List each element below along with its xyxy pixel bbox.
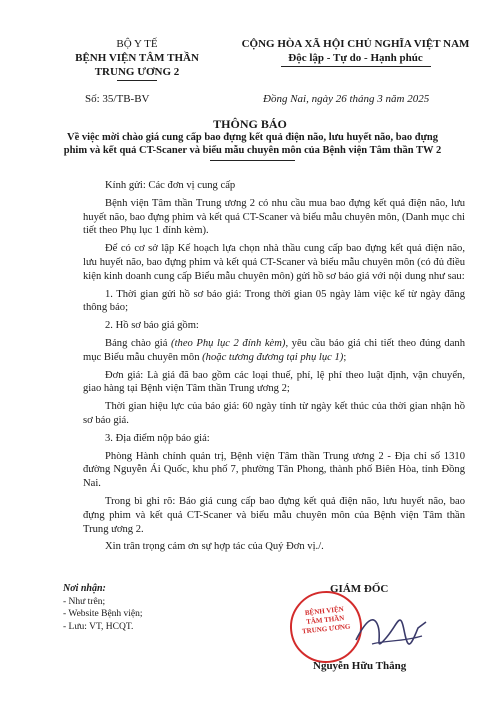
section-2-validity: Thời gian hiệu lực của báo giá: 60 ngày tính từ ngày kết thúc của thời gian nhận hồ sơ báo giá. (83, 401, 465, 426)
seal-text-line2: TÂM THẦN (305, 614, 345, 627)
section-2-unit-price: Đơn giá: Là giá đã bao gồm các loại thuế, phí, lệ phí theo luật định, vận chuyển, giao hàng tại Bệnh viện Tâm thần Trung ương 2; (83, 369, 465, 395)
place-date: Đồng Nai, ngày 26 tháng 3 năm 2025 (263, 93, 430, 105)
quote-table-text-mid: , yêu cầu báo giá chi tiết theo đúng danh mục Biểu mẫu chuyên môn (83, 337, 466, 363)
hospital-name-line2: TRUNG ƯƠNG 2 (94, 66, 180, 78)
national-motto: Độc lập - Tự do - Hạnh phúc (288, 52, 423, 64)
closing-thanks: Xin trân trọng cảm ơn sự hợp tác của Quý Đơn vị./. (105, 541, 324, 553)
document-title: THÔNG BÁO (213, 117, 287, 131)
section-3-address: Phòng Hành chính quản trị, Bệnh viện Tâm thần Trung ương 2 - Địa chỉ số 1310 đường Nguyễn Ái Quốc, khu phố 7, phường Tân Phong, thành phố Biên Hòa, tỉnh Đồng Nai. (83, 450, 465, 490)
header-left-underline (117, 80, 157, 81)
paragraph-intro: Bệnh viện Tâm thần Trung ương 2 có nhu cầu mua bao đựng kết quả điện não, lưu huyết não, bao đựng phim và kết quả CT-Scaner và biểu mẫu chuyên môn, (Danh mục chi tiết theo Phụ lục 1 đính kèm). (83, 197, 465, 237)
header-right-underline (281, 66, 431, 67)
hospital-name-line1: BỆNH VIỆN TÂM THẦN (75, 52, 199, 64)
section-3-heading: 3. Địa điểm nộp báo giá: (105, 432, 210, 444)
quote-table-end: ; (343, 351, 347, 363)
quote-table-appendix-1: (hoặc tương đương tại phụ lục 1) (202, 351, 344, 363)
section-2-quote-table (83, 337, 465, 365)
subject-underline (210, 160, 295, 161)
document-subject: Về việc mời chào giá cung cấp bao đựng kết quả điện não, lưu huyết não, bao đựng phim và kết quả CT-Scaner và biểu mẫu chuyên môn của Bệnh viện Tâm thần TW 2 (63, 132, 442, 156)
recipients-block (63, 583, 143, 633)
document-body (83, 179, 465, 558)
recipient-item: - Lưu: VT, HCQT. (63, 621, 143, 634)
document-number: Số: 35/TB-BV (85, 93, 150, 105)
quote-table-appendix-2: (theo Phụ lục 2 đính kèm) (171, 337, 286, 349)
ministry-name: BỘ Y TẾ (116, 38, 158, 50)
greeting: Kính gửi: Các đơn vị cung cấp (105, 180, 236, 191)
issuer-header (72, 37, 202, 81)
seal-text-line1: BỆNH VIỆN (304, 605, 345, 618)
signer-title: GIÁM ĐỐC (330, 583, 389, 595)
signer-name: Nguyễn Hữu Thắng (313, 660, 407, 672)
nation-name: CỘNG HÒA XÃ HỘI CHỦ NGHĨA VIỆT NAM (241, 38, 470, 50)
section-3-envelope-note: Trong bì ghi rõ: Báo giá cung cấp bao đựng kết quả điện não, lưu huyết não, bao đựng phim và kết quả CT-Scaner và biểu mẫu chuyên môn của Bệnh viện Tâm thần Trung ương 2. (83, 495, 465, 535)
paragraph-purpose: Để có cơ sở lập Kế hoạch lựa chọn nhà thầu cung cấp bao đựng kết quả điện não, lưu huyết não, bao đựng phim và kết quả CT-Scaner và biểu mẫu chuyên môn (có đủ điều kiện kinh doanh cung cấp Biểu mẫu chuyên môn) gửi hồ sơ báo giá với nội dung như sau: (83, 243, 465, 282)
handwritten-signature (352, 600, 432, 660)
quote-table-text: Bảng chào giá (105, 337, 172, 349)
recipients-heading: Nơi nhận: (63, 583, 106, 594)
recipient-item: - Như trên; (63, 596, 143, 609)
section-1-deadline: 1. Thời gian gửi hồ sơ báo giá: Trong thời gian 05 ngày làm việc kể từ ngày đăng thông báo; (83, 288, 465, 314)
recipient-item: - Website Bệnh viện; (63, 608, 143, 621)
seal-text-line3: TRUNG ƯƠNG (301, 622, 351, 636)
nation-header (228, 37, 483, 67)
section-2-heading: 2. Hồ sơ báo giá gồm: (105, 320, 199, 332)
